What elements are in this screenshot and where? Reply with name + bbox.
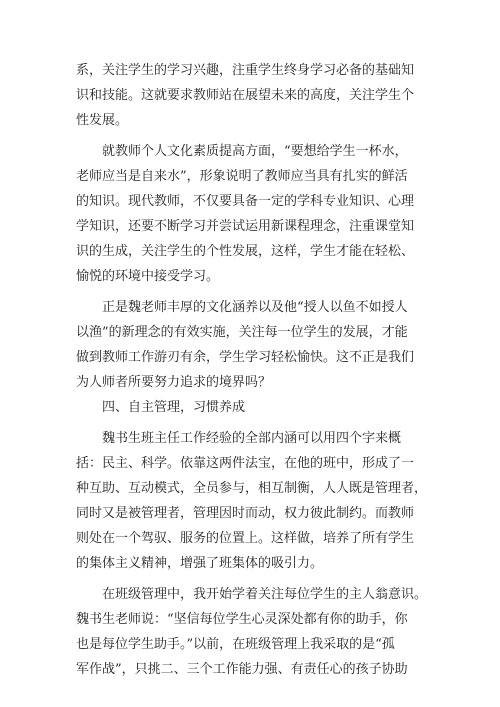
text-line: 军作战”，只挑二、三个工作能力强、有责任心的孩子协助 xyxy=(76,662,408,677)
text-line: 正是魏老师丰厚的文化涵养以及他“授人以鱼不如授人 xyxy=(102,300,408,315)
text-line: 以渔”的新理念的有效实施，关注每一位学生的发展，才能 xyxy=(76,325,408,340)
text-line: 老师应当是自来水”，形象说明了教师应当具有扎实的鲜活 xyxy=(76,169,408,184)
text-line: 为人师者所要努力追求的境界吗？ xyxy=(76,375,272,390)
text-line: 的知识。现代教师，不仅要具备一定的学科专业知识、心理 xyxy=(76,194,415,209)
text-line: 也是每位学生助手。”以前，在班级管理上我采取的是“孤 xyxy=(76,637,395,652)
text-line: 魏书生班主任工作经验的全部内涵可以用四个字来概 xyxy=(102,431,402,446)
text-line: 学知识，还要不断学习并尝试运用新课程理念，注重课堂知 xyxy=(76,219,415,234)
text-line: 愉悦的环境中接受学习。 xyxy=(76,269,220,284)
paragraph-1 xyxy=(76,58,426,133)
text-line: 识的生成，关注学生的个性发展，这样，学生才能在轻松、 xyxy=(76,244,415,259)
section-heading xyxy=(76,395,426,420)
text-line: 在班级管理中，我开始学着关注每位学生的主人翁意识。 xyxy=(102,587,428,602)
text-line: 同时又是被管理者，管理因时而动，权力彼此制约。而教师 xyxy=(76,506,415,521)
document-body xyxy=(76,58,426,682)
text-line: 种互助、互动模式，全员参与，相互制衡，人人既是管理者， xyxy=(76,481,428,496)
text-line: 做到教师工作游刃有余，学生学习轻松愉快。这不正是我们 xyxy=(76,350,415,365)
text-line: 系，关注学生的学习兴趣，注重学生终身学习必备的基础知 xyxy=(76,63,415,78)
paragraph-2 xyxy=(76,139,426,289)
text-line: 识和技能。这就要求教师站在展望未来的高度，关注学生个 xyxy=(76,88,415,103)
paragraph-3 xyxy=(76,295,426,395)
heading-text: 四、自主管理，习惯养成 xyxy=(102,400,246,415)
text-line: 括：民主、科学。依靠这两件法宝，在他的班中，形成了一 xyxy=(76,456,415,471)
text-line: 的集体主义精神，增强了班集体的吸引力。 xyxy=(76,556,324,571)
paragraph-4 xyxy=(76,426,426,576)
paragraph-5 xyxy=(76,582,426,682)
text-line: 魏书生老师说：“坚信每位学生心灵深处都有你的助手，你 xyxy=(76,612,408,627)
text-line: 则处在一个驾驭、服务的位置上。这样做，培养了所有学生 xyxy=(76,531,415,546)
text-line: 就教师个人文化素质提高方面，“要想给学生一杯水， xyxy=(102,144,408,159)
text-line: 性发展。 xyxy=(76,113,129,128)
